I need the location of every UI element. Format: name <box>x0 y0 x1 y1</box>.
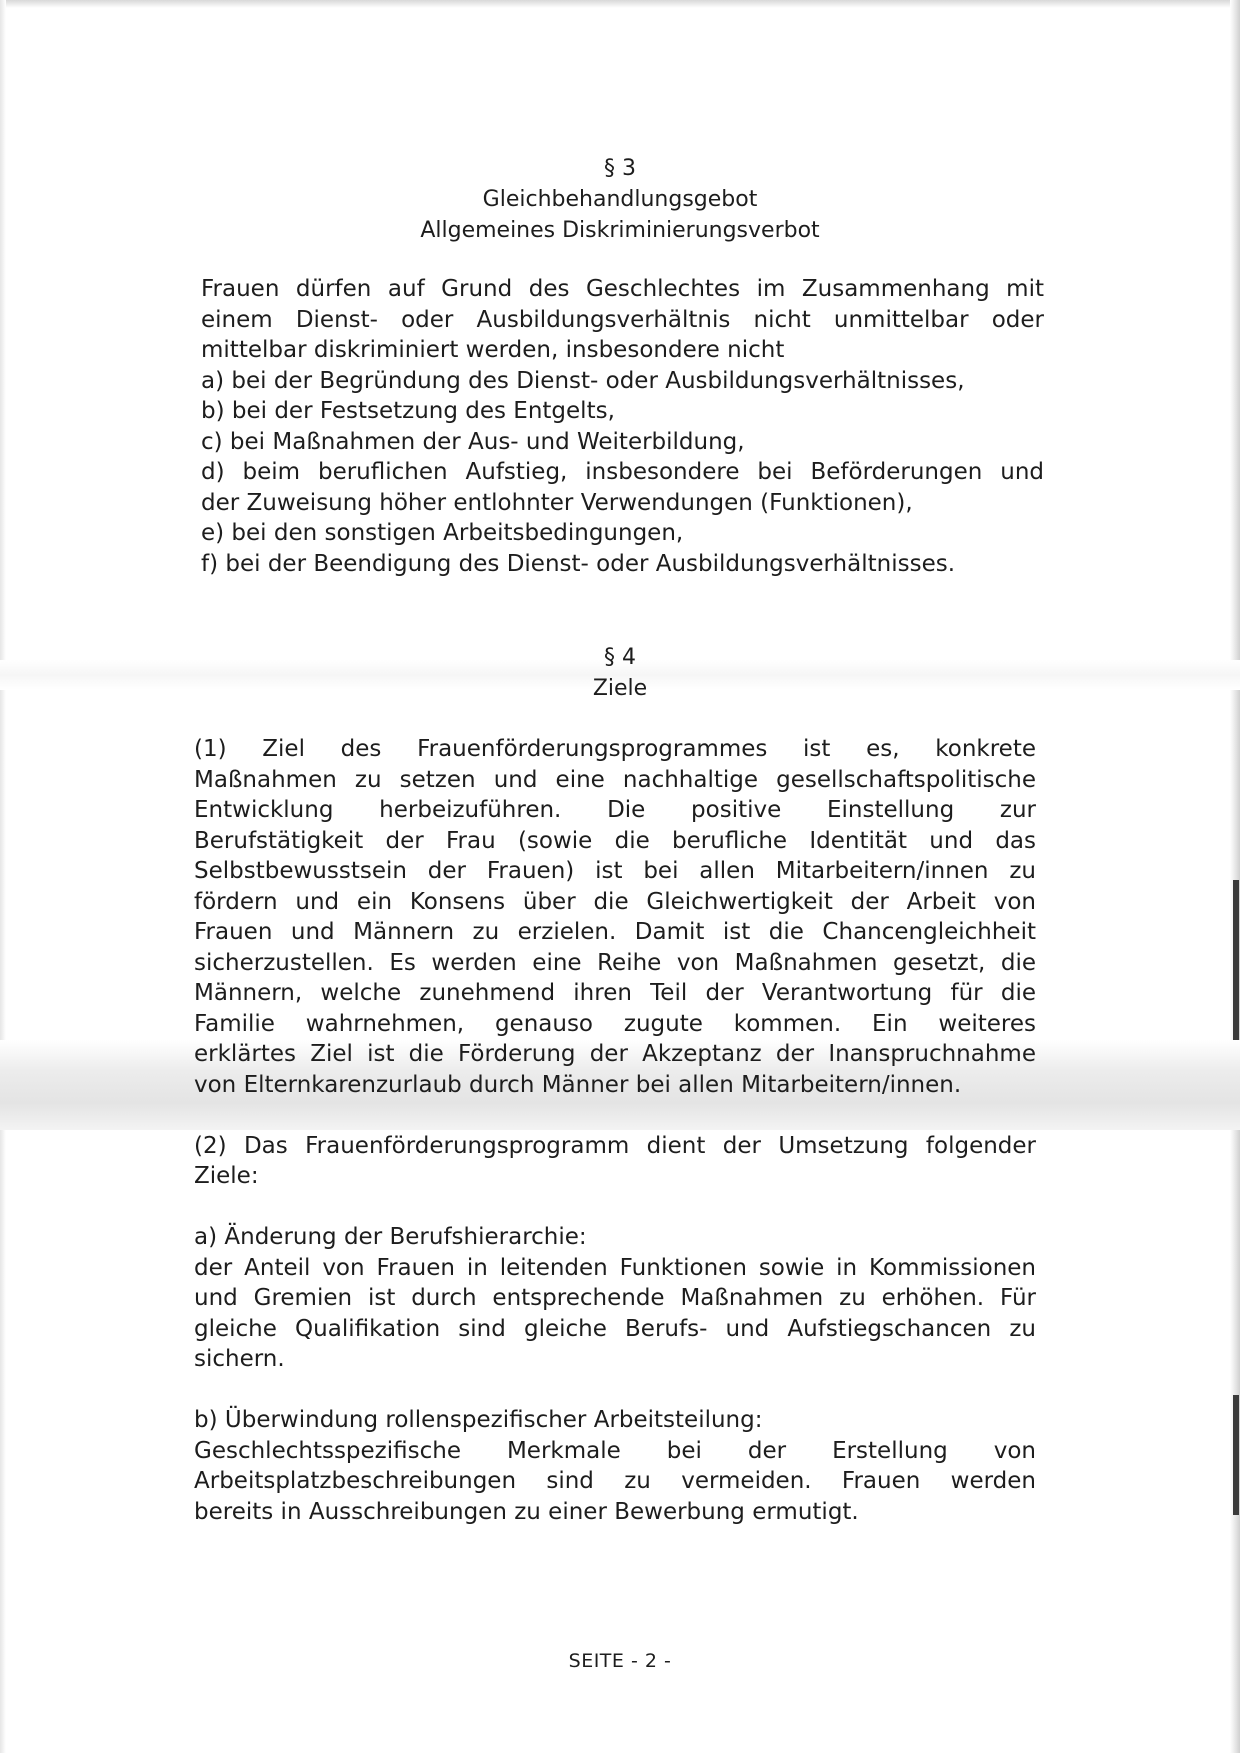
text-line: Frauen dürfen auf Grund des Geschlechtes im Zusammenhang mit <box>201 276 1044 302</box>
text-line: und Gremien ist durch entsprechende Maßnahmen zu erhöhen. Für <box>194 1285 1036 1311</box>
text-line: Entwicklung herbeizuführen. Die positive Einstellung zur <box>194 797 1036 823</box>
text-line: (1) Ziel des Frauenförderungsprogrammes ist es, konkrete <box>194 736 1036 762</box>
list-item: der Zuweisung höher entlohnter Verwendungen (Funktionen), <box>201 489 913 516</box>
text-line: fördern und ein Konsens über die Gleichwertigkeit der Arbeit von <box>194 888 1036 915</box>
list-item: b) bei der Festsetzung des Entgelts, <box>201 398 615 424</box>
text-line: Familie wahrnehmen, genauso zugute kommen. Ein weiteres <box>194 1010 1036 1037</box>
section3-number: § 3 <box>604 156 636 181</box>
section4-number: § 4 <box>604 645 636 670</box>
text-line: von Elternkarenzurlaub durch Männer bei allen Mitarbeitern/innen. <box>194 1071 962 1098</box>
text-line: einem Dienst- oder Ausbildungsverhältnis nicht unmittelbar oder <box>201 306 1044 333</box>
text-line: erklärtes Ziel ist die Förderung der Akzeptanz der Inanspruchnahme <box>194 1041 1036 1067</box>
text-line: sicherzustellen. Es werden eine Reihe von Maßnahmen gesetzt, die <box>194 949 1036 976</box>
section3-subtitle: Allgemeines Diskriminierungsverbot <box>420 218 820 243</box>
list-item: a) bei der Begründung des Dienst- oder Ausbildungsverhältnisses, <box>201 367 965 394</box>
page-number: SEITE - 2 - <box>568 1650 672 1672</box>
section4-header <box>200 642 1040 704</box>
scan-edge-top <box>0 0 1240 8</box>
section4-title: Ziele <box>592 676 648 701</box>
text-line: (2) Das Frauenförderungsprogramm dient der Umsetzung folgender <box>194 1132 1036 1159</box>
text-line: der Anteil von Frauen in leitenden Funktionen sowie in Kommissionen <box>194 1254 1036 1281</box>
list-item: d) beim beruflichen Aufstieg, insbesondere bei Beförderungen und <box>201 459 1044 485</box>
subsection-heading: a) Änderung der Berufshierarchie: <box>194 1224 587 1250</box>
text-line: sichern. <box>194 1346 285 1372</box>
text-line: Selbstbewusstsein der Frauen) ist bei allen Mitarbeitern/innen zu <box>194 858 1036 884</box>
section3-body <box>201 274 1044 579</box>
text-line: Männern, welche zunehmend ihren Teil der Verantwortung für die <box>194 980 1036 1006</box>
text-line: Frauen und Männern zu erzielen. Damit ist die Chancengleichheit <box>194 919 1036 945</box>
subsection-heading: b) Überwindung rollenspezifischer Arbeitsteilung: <box>194 1407 763 1433</box>
list-item: f) bei der Beendigung des Dienst- oder Ausbildungsverhältnisses. <box>201 550 956 577</box>
text-line: Berufstätigkeit der Frau (sowie die berufliche Identität und das <box>194 827 1036 854</box>
text-line: gleiche Qualifikation sind gleiche Berufs- und Aufstiegschancen zu <box>194 1315 1036 1342</box>
scan-edge-left <box>0 0 6 1753</box>
text-line: bereits in Ausschreibungen zu einer Bewerbung ermutigt. <box>194 1498 859 1525</box>
list-item: e) bei den sonstigen Arbeitsbedingungen, <box>201 520 684 546</box>
text-line: Maßnahmen zu setzen und eine nachhaltige gesellschaftspolitische <box>194 766 1036 793</box>
scan-mark <box>1233 880 1239 1060</box>
text-line: Ziele: <box>194 1163 259 1189</box>
text-line: Geschlechtsspezifische Merkmale bei der Erstellung von <box>194 1437 1036 1464</box>
section3-title: Gleichbehandlungsgebot <box>482 187 758 212</box>
text-line: mittelbar diskriminiert werden, insbesondere nicht <box>201 337 785 363</box>
text-line: Arbeitsplatzbeschreibungen sind zu vermeiden. Frauen werden <box>194 1468 1036 1494</box>
scan-mark <box>1233 1395 1239 1515</box>
section3-header <box>200 153 1040 246</box>
list-item: c) bei Maßnahmen der Aus- und Weiterbildung, <box>201 428 745 455</box>
section4-body <box>194 734 1036 1527</box>
